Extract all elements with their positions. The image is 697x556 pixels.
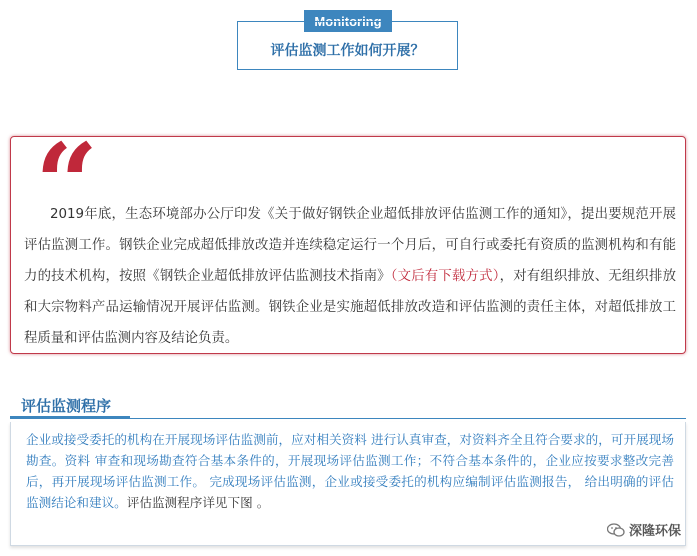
monitoring-tag: Monitoring — [304, 10, 392, 32]
section-heading: 评估监测工作如何开展？ — [270, 42, 425, 59]
procedure-see-figure: 评估监测程序详见下图 。 — [126, 495, 270, 510]
procedure-paragraph — [26, 429, 674, 513]
quote-box — [10, 119, 686, 354]
quote-mark-icon: “ — [35, 119, 99, 248]
watermark — [607, 520, 681, 539]
procedure-text: 企业或接受委托的机构在开展现场评估监测前，应对相关资料 进行认真审查，对资料齐全且符合要求的，可开展现场勘查。资料 审查和现场勘查符合基本条件的，开展现场评估监测工作；不符合基本条件的，企业应按要求整改完善后，再开展现场评估监测工作。 完成现场评估监测，企业或接受委托的机构应编制评估监测报告， 给出明确的评估监测结论和建议。 — [26, 432, 674, 510]
quote-paragraph — [24, 199, 676, 354]
section-heading-box — [237, 21, 458, 70]
watermark-text: 深隆环保 — [628, 524, 681, 539]
download-note[interactable]: （文后有下载方式） — [390, 269, 500, 284]
quote-text-part2: ，对有组织排放、无组织排放和大宗物料产品运输情况开展评估监测。钢铁企业是实施超低排放改造和评估监测的责任主体，对超低排放工程质量和评估监测内容及结论负责。 — [24, 269, 676, 346]
procedure-title: 评估监测程序 — [21, 397, 112, 415]
section-divider — [10, 418, 686, 419]
quote-text-part1: 2019年底，生态环境部办公厅印发《关于做好钢铁企业超低排放评估监测工作的通知》，提出要规范开展评估监测工作。钢铁企业完成超低排放改造并连续稳定运行一个月后，可自行或委托有资质的监测机构和有能力的技术机构，按照《钢铁企业超低排放评估监测技术指南》 — [24, 207, 676, 284]
wechat-icon — [607, 523, 625, 537]
procedure-box — [10, 422, 686, 546]
